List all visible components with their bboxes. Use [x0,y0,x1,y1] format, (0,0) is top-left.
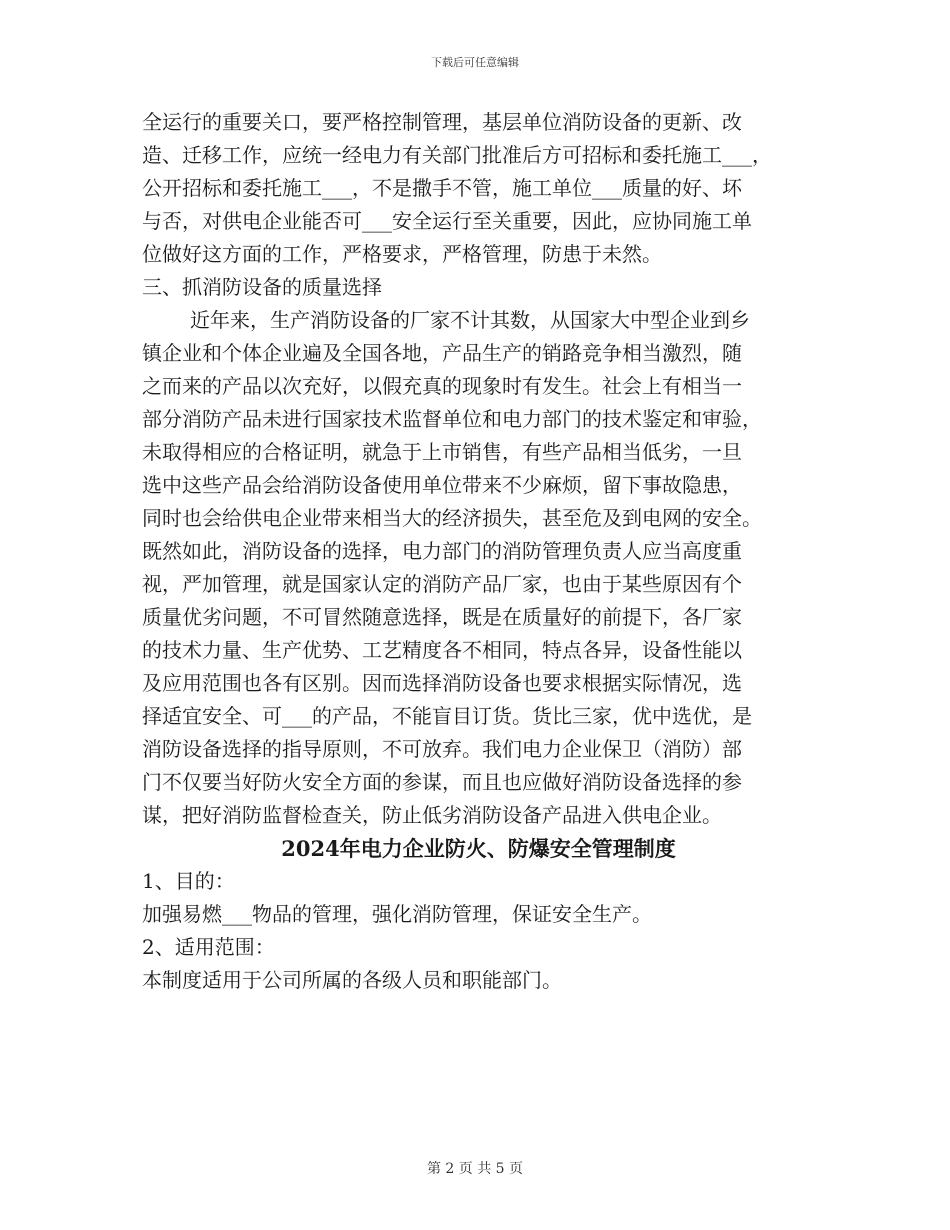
text-line: 之而来的产品以次充好，以假充真的现象时有发生。社会上有相当一 [142,374,742,398]
text-line: 未取得相应的合格证明，就急于上市销售，有些产品相当低劣，一旦 [142,440,742,464]
document-body [142,106,807,997]
text-line: 近年来，生产消防设备的厂家不计其数，从国家大中型企业到乡 [190,308,750,332]
item-heading-scope: 2、适用范围： [142,935,275,959]
text-line: 的技术力量、生产优势、工艺精度各不相同，特点各异，设备性能以 [142,638,742,662]
text-line: 消防设备选择的指导原则，不可放弃。我们电力企业保卫（消防）部 [142,737,742,761]
text-line: 选中这些产品会给消防设备使用单位带来不少麻烦，留下事故隐患， [142,473,742,497]
text-line: 及应用范围也各有区别。因而选择消防设备也要求根据实际情况，选 [142,671,742,695]
item-text-scope: 本制度适用于公司所属的各级人员和职能部门。 [142,968,562,992]
text-line: 全运行的重要关口，要严格控制管理，基层单位消防设备的更新、改 [142,110,742,134]
text-line: 视，严加管理，就是国家认定的消防产品厂家，也由于某些原因有个 [142,572,742,596]
text-line: 同时也会给供电企业带来相当大的经济损失，甚至危及到电网的安全。 [142,506,762,530]
text-line: 公开招标和委托施工___，不是撒手不管，施工单位___质量的好、坏 [142,176,742,200]
item-text-purpose: 加强易燃___物品的管理，强化消防管理，保证安全生产。 [142,902,652,926]
paragraph-quality-selection [142,304,807,832]
text-line: 位做好这方面的工作，严格要求，严格管理，防患于未然。 [142,242,662,266]
text-line: 镇企业和个体企业遍及全国各地，产品生产的销路竞争相当激烈，随 [142,341,742,365]
text-line: 谋，把好消防监督检查关，防止低劣消防设备产品进入供电企业。 [142,803,722,827]
section-heading-quality-selection: 三、抓消防设备的质量选择 [142,275,382,299]
text-line: 门不仅要当好防火安全方面的参谋，而且也应做好消防设备选择的参 [142,770,742,794]
page-number: 第 2 页 共 5 页 [426,1161,524,1177]
text-line: 质量优劣问题，不可冒然随意选择，既是在质量好的前提下，各厂家 [142,605,742,629]
page-header-note: 下载后可任意编辑 [431,56,519,69]
text-line: 部分消防产品未进行国家技术监督单位和电力部门的技术鉴定和审验， [142,407,762,431]
text-line: 既然如此，消防设备的选择，电力部门的消防管理负责人应当高度重 [142,539,742,563]
text-line: 与否，对供电企业能否可___安全运行至关重要，因此，应协同施工单 [142,209,752,233]
document-title: 2024年电力企业防火、防爆安全管理制度 [281,836,676,861]
paragraph-construction-management [142,106,807,271]
item-heading-purpose: 1、目的： [142,869,235,893]
text-line: 造、迁移工作，应统一经电力有关部门批准后方可招标和委托施工___， [142,143,772,167]
text-line: 择适宜安全、可___的产品，不能盲目订货。货比三家，优中选优，是 [142,704,752,728]
